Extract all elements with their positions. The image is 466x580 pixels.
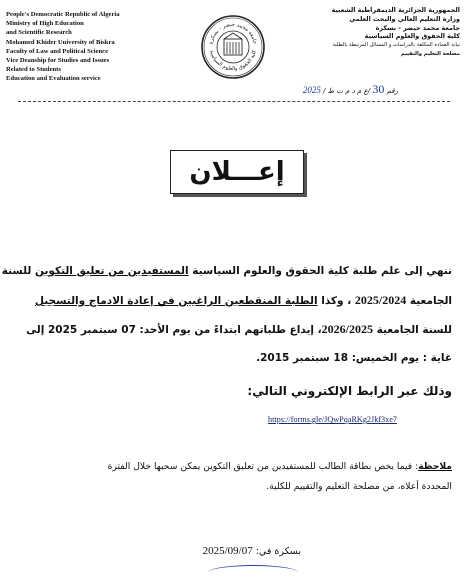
ref-number: 30 [372,82,385,96]
body-underlined: المستفيدين من تعليق التكوين [35,265,189,277]
header-en-line: People's Democratic Republic of Algeria [6,11,120,18]
body-text: ، إيداع طلباتهم ابتداءً من يوم الأحد: [135,324,322,336]
header-ar-line: وزارة التعليم العالي والبحث العلمي [349,14,460,23]
academic-year: 2025/2024 [354,293,407,307]
header-arabic [300,6,460,59]
end-date: 18 سبتمبر 2015 [260,352,349,364]
header-en-line: Related to Students [6,66,61,74]
body-line-1 [2,265,452,277]
header-en-line: Faculty of Law and Political Science [6,47,109,55]
note-line-2 [12,481,452,492]
academic-year: 2026/2025 [321,322,373,336]
header-en-line: Mohamed Khider University of Biskra [6,38,115,46]
university-seal [200,14,266,80]
note-text: المحددة أعلاه، من مصلحة التعليم والتقييم للكلية. [266,481,452,492]
header-ar-line: جامعة محمد خيضر - بسكرة [375,23,460,32]
body-text: . [256,352,261,364]
announcement-title [170,150,304,194]
header-en-line: Ministry of High Education [6,20,84,28]
body-text: ، وكذا [317,295,355,307]
ref-year: 2025 [302,85,321,95]
body-line-2 [35,293,452,308]
header-en-line: and Scientific Research [6,29,72,37]
body-text: ننهي إلى علم طلبة كلية الحقوق والعلوم السياسية [188,265,452,277]
body-line-5 [247,384,452,398]
seal-top-text: جامعة محمد خيضر - بسكرة [208,21,258,45]
header-ar-line: كلية الحقوق والعلوم السياسية [364,32,460,41]
body-line-3 [26,322,452,337]
header-en-line: Vice Deanship for Studies and Issues [6,57,110,65]
note-label: ملاحظة [418,461,452,472]
ref-middle: /ع م د م ت ط / [323,87,371,95]
body-text: الجامعية [406,295,452,307]
ref-prefix: رقم [386,87,398,95]
seal-bottom-text: كلية الحقوق والعلوم السياسية [208,49,258,73]
body-underlined: الطلبة المنقطعين الراغبين في إعادة الادماج والتسجيل [34,295,318,307]
title-text: إعـــلان [189,157,285,187]
note-text: : فيما يخص بطاقة الطالب للمستفيدين من تعليق التكوين يمكن سحبها خلال الفترة [107,461,419,472]
header-ar-line: مصلحة التعليم والتقييم [400,50,460,57]
form-link[interactable]: https://forms.gle/JQwPqaRKg2Jkf3xe7 [268,415,397,424]
seal-icon [200,14,266,80]
start-date: 07 سبتمبر 2025 [47,324,136,336]
body-text: غاية : يوم الخميس: [348,352,452,364]
body-text: وذلك عبر الرابط الإلكتروني التالي: [247,384,452,398]
header-english [6,10,181,84]
header-en-line: Education and Evaluation service [6,75,101,83]
header-separator [18,101,450,102]
header-ar-line: نيابة العمادة المكلفة بالدراسات و المسائل المرتبطة بالطلبة [332,42,460,49]
reference-number [303,82,398,97]
place-label: بسكرة في: [252,546,301,557]
body-text: للسنة الجامعية [372,324,452,336]
place-date [203,545,301,557]
body-text: إلى [26,324,48,336]
issue-date: 2025/09/07 [202,545,253,557]
note-line-1 [12,461,452,472]
body-text: للسنة [1,265,35,277]
header-ar-line: الجمهورية الجزائرية الديمقراطية الشعبية [331,6,460,14]
signature-stamp [208,565,298,580]
body-line-4 [256,352,452,364]
